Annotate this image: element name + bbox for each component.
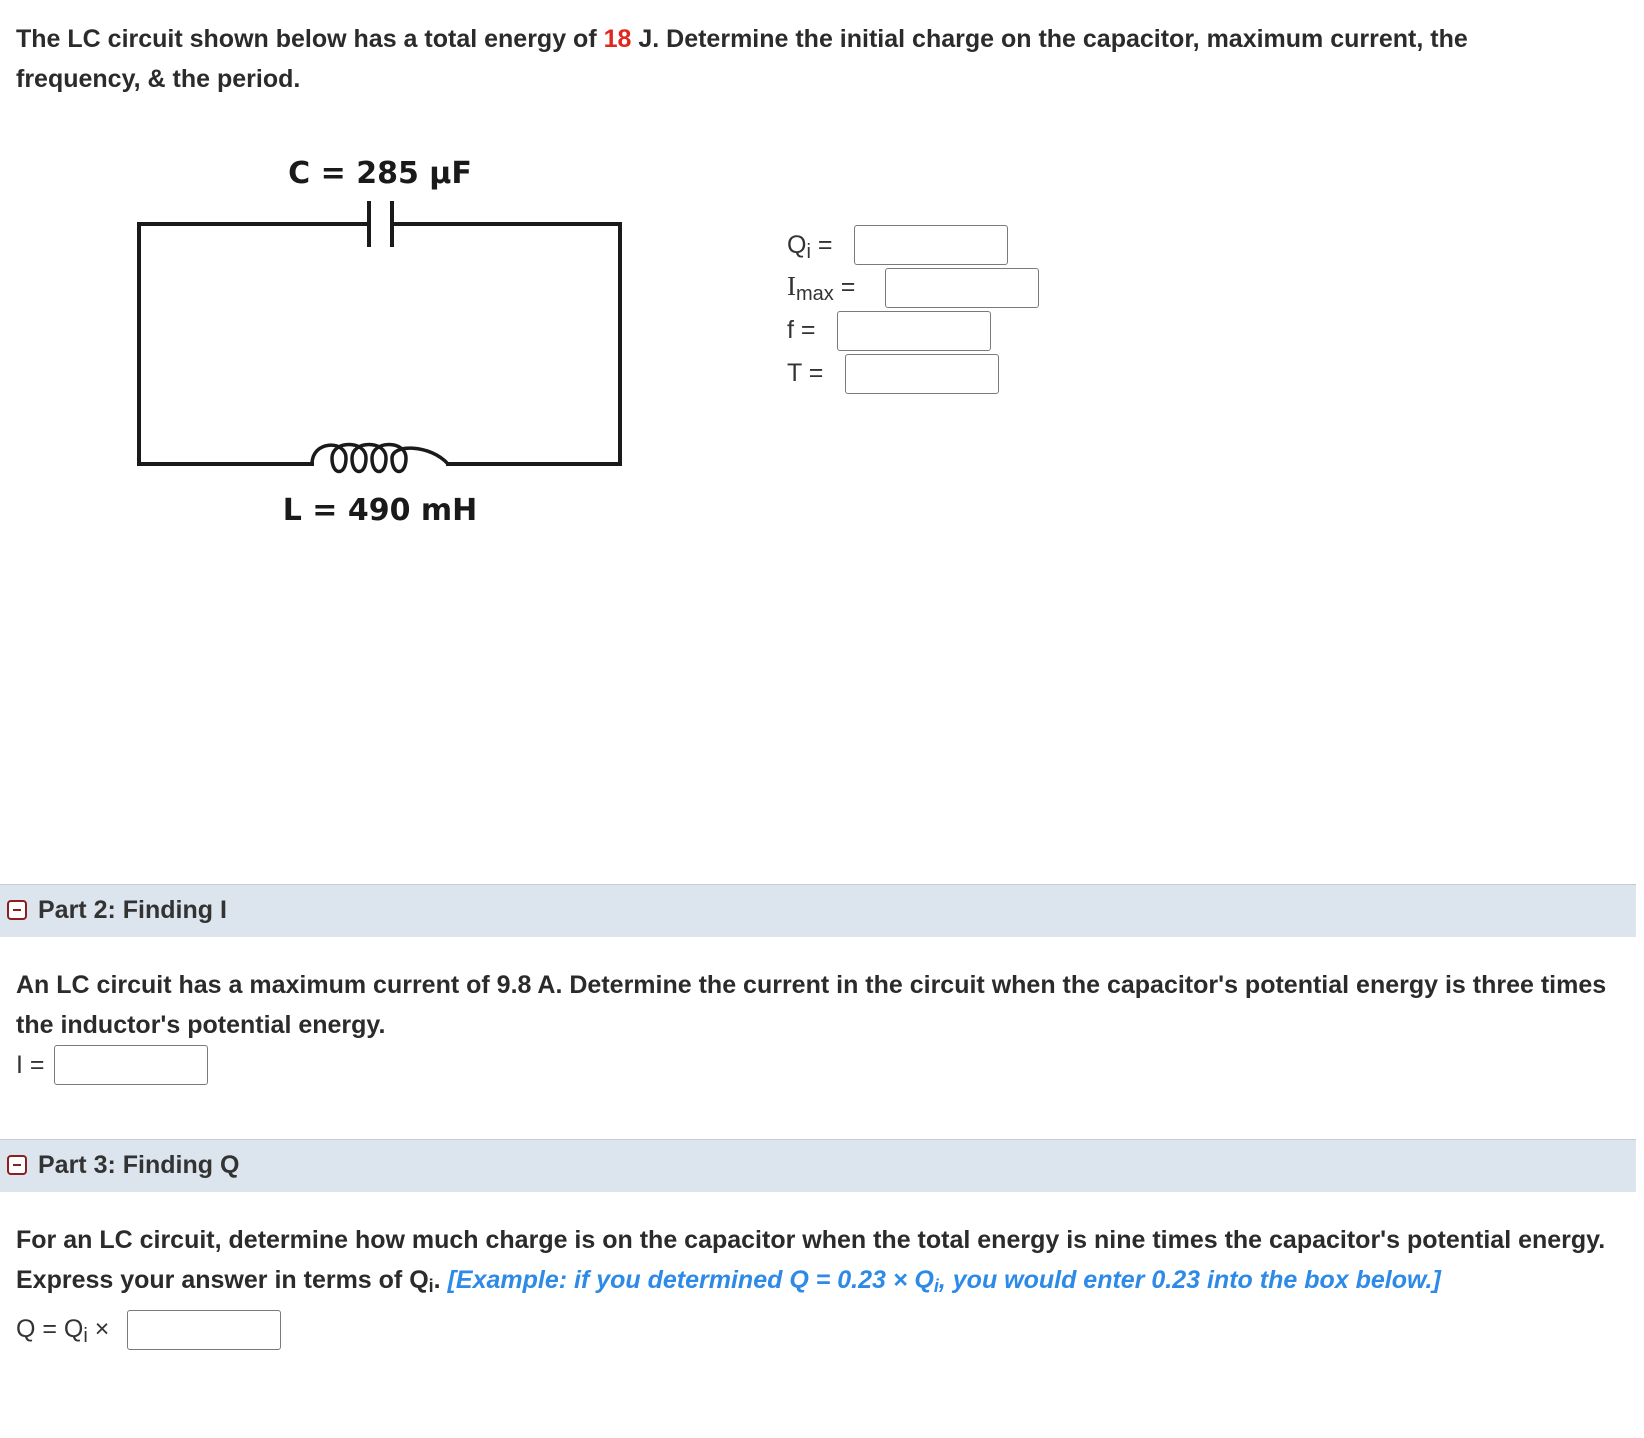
f-answer-input[interactable] (837, 311, 991, 351)
imax-subscript: max (796, 283, 834, 305)
part1-question-after: J. Determine the initial charge on the capacitor, maximum current, the frequency, & the period. (16, 25, 1468, 93)
part3-answer-label-sub: i (83, 1325, 88, 1347)
qi-answer-input[interactable] (854, 225, 1008, 265)
t-answer-input[interactable] (845, 354, 999, 394)
part2-question: An LC circuit has a maximum current of 9.8 A. Determine the current in the circuit when the capacitor's potential energy is three times the inductor's potential energy. (16, 971, 1607, 1039)
part3-question (16, 1220, 1636, 1300)
current-answer-input[interactable] (54, 1045, 208, 1085)
part3-example-after: , you would enter 0.23 into the box below.] (938, 1266, 1441, 1294)
qi-subscript: i (806, 241, 811, 263)
imax-label (787, 270, 855, 303)
capacitor-label: C = 285 μF (288, 156, 472, 191)
f-label (787, 314, 816, 346)
f-symbol: f (787, 316, 794, 344)
part3-example-before: [Example: if you determined Q = 0.23 × Q (447, 1266, 934, 1294)
part3-title[interactable]: Part 3: Finding Q (38, 1151, 240, 1179)
imax-answer-input[interactable] (885, 268, 1039, 308)
qi-symbol: Q (787, 231, 807, 259)
part2-title[interactable]: Part 2: Finding I (38, 896, 227, 924)
part2-answer-label: I = (16, 1051, 45, 1079)
part3-question-after: . (433, 1266, 448, 1294)
minus-square-icon[interactable] (7, 900, 27, 920)
charge-ratio-answer-input[interactable] (127, 1310, 281, 1350)
t-symbol: T (787, 359, 802, 387)
imax-symbol: I (787, 271, 796, 301)
part3-answer-label-after: × (87, 1315, 110, 1343)
part3-answer-label (16, 1313, 109, 1345)
t-label (787, 357, 823, 389)
f-equals: = (793, 316, 816, 344)
qi-label (787, 229, 832, 261)
inductor-coil (312, 445, 448, 472)
imax-equals: = (833, 273, 856, 301)
t-equals: = (801, 359, 824, 387)
qi-equals: = (810, 231, 833, 259)
part1-question-before: The LC circuit shown below has a total energy of (16, 25, 604, 53)
part3-example-sub: i (933, 1276, 939, 1296)
inductor-label: L = 490 mH (282, 493, 478, 528)
part2-header[interactable] (0, 884, 1636, 937)
capacitor-symbol (369, 201, 392, 247)
lc-circuit-diagram (0, 140, 700, 530)
minus-square-icon[interactable] (7, 1155, 27, 1175)
energy-value: 18 (603, 25, 632, 53)
part3-answer-label-before: Q = Q (16, 1315, 84, 1343)
part3-header[interactable] (0, 1139, 1636, 1192)
part1-question (16, 19, 1576, 99)
part3-question-before: For an LC circuit, determine how much charge is on the capacitor when the total energy is nine times the capacitor's potential energy. Express your answer in terms of Q (16, 1226, 1606, 1294)
part3-example (448, 1266, 1441, 1294)
part3-question-sub: i (428, 1276, 434, 1296)
